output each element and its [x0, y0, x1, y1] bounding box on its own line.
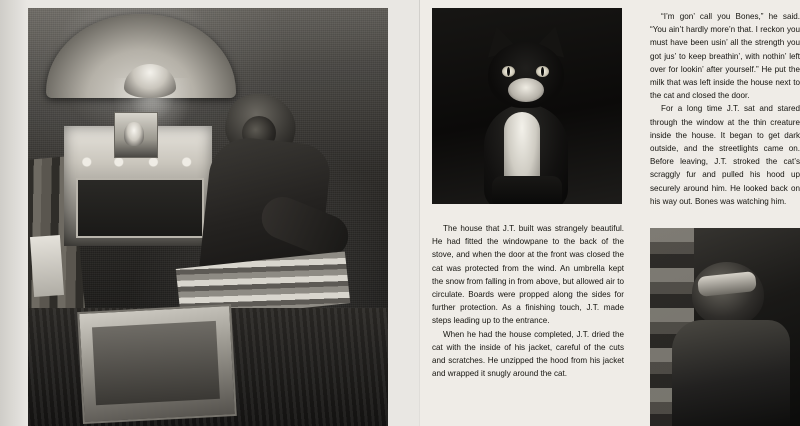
cat-muzzle: [508, 78, 544, 102]
man-in-hood-photo: [650, 228, 800, 426]
paragraph: When he had the house completed, J.T. dried the cat with the inside of his jacket, careful of the cuts and scratches. He unzipped the hood from his jacket and wrapped it snugly around the cat.: [432, 329, 624, 379]
cat-eye-left: [502, 66, 515, 77]
right-text-column: [650, 10, 800, 208]
page-edge: [0, 0, 28, 426]
middle-text-column: [432, 222, 624, 380]
stove-door: [76, 178, 204, 238]
sign-board: [30, 235, 64, 297]
man-building-cat-house-photo: [28, 8, 388, 426]
crate-interior: [92, 321, 220, 405]
cat-front-legs: [492, 176, 562, 204]
paragraph: The house that J.T. built was strangely beautiful. He had fitted the windowpane to the back of the stove, and when the door at the front was closed the cat was protected from the wind. An umbrella kept the snow from falling in from above, but allowed air to circulate. Boards were propped along the sides for further protection. As a finishing touch, J.T. made steps leading up to the entrance.: [432, 224, 624, 326]
paragraph: “I’m gon’ call you Bones,” he said. “You ain’t hardly more’n that. I reckon you must have been usin’ all the strength you got jus’ to keep breathin’, with nothin’ left over for lookin’ after yourself.” He put the milk that was left inside the house next to the cat and closed the door.: [650, 12, 800, 101]
crate-box: [77, 304, 237, 424]
cat-in-house: [124, 122, 144, 146]
tuxedo-cat-photo: [432, 8, 622, 204]
paragraph: For a long time J.T. sat and stared through the window at the thin creature inside the house. It began to get dark outside, and the streetlights came on. Before leaving, J.T. stroked the cat’s scraggly fur and pulled his hood up securely around him. He looked back on his way out. Bones was watching him.: [650, 104, 800, 206]
cat-eye-right: [536, 66, 549, 77]
hooded-torso: [672, 320, 790, 426]
